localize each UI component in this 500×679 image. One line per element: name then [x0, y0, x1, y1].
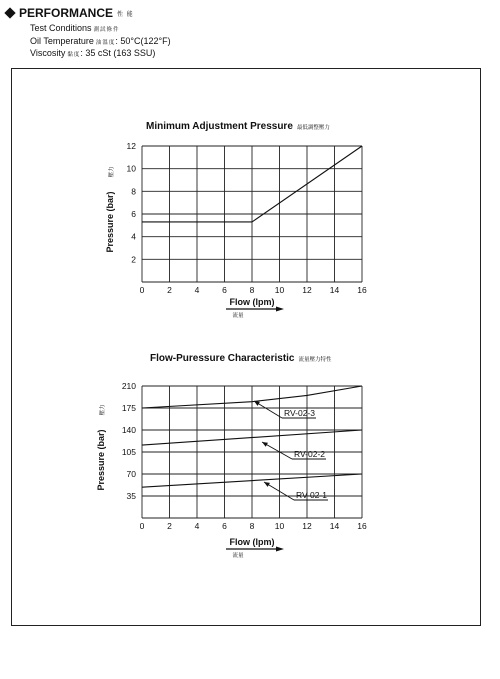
x-tick-label: 16: [357, 285, 367, 295]
x-tick-label: 14: [329, 521, 340, 531]
chart-title-cjk: 最低調整壓力: [296, 125, 330, 131]
x-axis-arrow-icon: [276, 547, 284, 552]
x-tick-label: 0: [139, 285, 145, 295]
condition-cjk: 測試條件: [93, 27, 120, 33]
y-tick-label: 10: [126, 163, 136, 174]
y-tick-label: 35: [126, 491, 136, 501]
x-tick-label: 12: [302, 285, 312, 295]
condition-label: Test Conditions: [30, 23, 92, 33]
y-axis-label-cjk: 壓力: [109, 166, 115, 178]
x-axis-arrow-icon: [276, 307, 284, 312]
x-tick-label: 4: [194, 285, 200, 295]
series-leader-arrow-icon: [264, 482, 270, 487]
y-tick-label: 210: [121, 381, 136, 391]
y-tick-label: 175: [121, 403, 136, 413]
y-axis-label: Pressure (bar): [96, 429, 106, 491]
y-tick-label: 8: [131, 186, 136, 197]
x-tick-label: 10: [274, 285, 285, 295]
x-tick-label: 4: [194, 521, 200, 531]
x-tick-label: 6: [222, 521, 227, 531]
series-label: RV-02-1: [296, 490, 328, 500]
condition-cjk: 油溫度: [95, 39, 116, 46]
condition-label: Viscosity: [30, 48, 66, 58]
series-label: RV-02-2: [294, 449, 326, 459]
y-tick-label: 12: [126, 141, 136, 151]
section-title-cjk: 性 能: [117, 11, 134, 18]
x-tick-label: 0: [139, 521, 145, 531]
y-tick-label: 2: [131, 254, 136, 265]
x-tick-label: 8: [249, 521, 255, 531]
y-tick-label: 6: [131, 209, 136, 219]
condition-cjk: 黏度: [67, 52, 81, 58]
x-tick-label: 10: [274, 521, 285, 531]
chart-title-cjk: 流量壓力特性: [298, 357, 332, 363]
x-tick-label: 6: [222, 285, 227, 295]
chart-title: Minimum Adjustment Pressure: [146, 121, 293, 132]
x-axis-label: Flow (lpm): [229, 537, 275, 547]
x-tick-label: 8: [249, 285, 255, 295]
condition-value: : 35 cSt (163 SSU): [80, 48, 156, 58]
condition-label: Oil Temperature: [30, 35, 94, 46]
y-tick-label: 70: [126, 469, 136, 479]
x-axis-label-cjk: 流量: [232, 313, 244, 319]
series-leader-arrow-icon: [254, 401, 260, 406]
y-tick-label: 105: [121, 447, 136, 457]
x-tick-label: 2: [167, 285, 172, 295]
x-tick-label: 12: [302, 521, 312, 531]
section-title-text: PERFORMANCE: [19, 6, 114, 20]
y-tick-label: 140: [121, 425, 136, 435]
series-label: RV-02-3: [284, 408, 316, 418]
condition-value: : 50°C(122°F): [115, 35, 171, 46]
x-axis-label: Flow (lpm): [229, 297, 275, 307]
y-axis-label: Pressure (bar): [105, 191, 115, 253]
chart-title: Flow-Puressure Characteristic: [150, 353, 295, 364]
x-tick-label: 16: [357, 521, 367, 531]
x-axis-label-cjk: 流量: [232, 553, 244, 559]
y-tick-label: 4: [131, 231, 136, 242]
x-tick-label: 2: [167, 521, 172, 531]
y-axis-label-cjk: 壓力: [100, 404, 106, 416]
x-tick-label: 14: [329, 285, 340, 295]
